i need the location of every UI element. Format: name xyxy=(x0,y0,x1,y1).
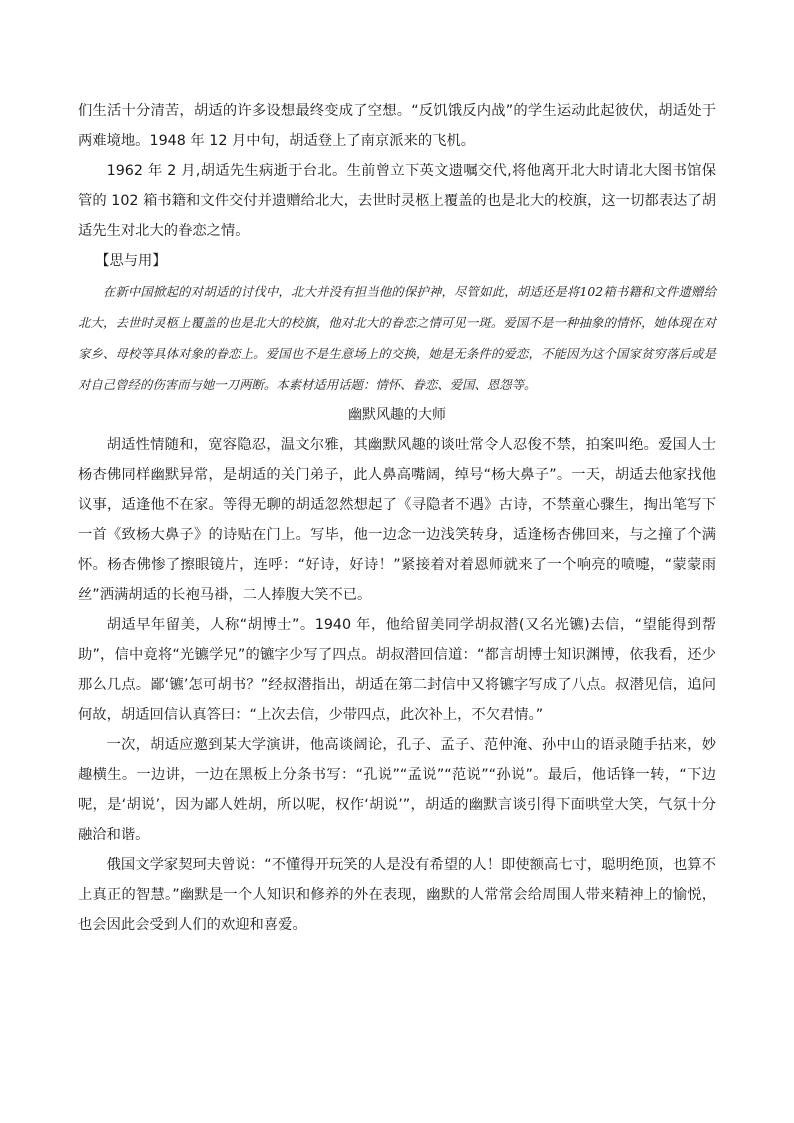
section-title: 幽默风趣的大师 xyxy=(348,407,446,423)
paragraph-humor-3: 一次，胡适应邀到某大学演讲，他高谈阔论，孔子、孟子、范仲淹、孙中山的语录随手拈来，妙趣横生。一边讲，一边在黑板上分条书写：“孔说”“孟说”“范说”“孙说”。最后，他话锋一转，“下边呢，是‘胡说’，因为鄙人姓胡，所以呢，权作‘胡说’”，胡适的幽默言谈引得下面哄堂大笑，气氛十分融洽和谐。 xyxy=(78,737,716,843)
reflection-note: 在新中国掀起的对胡适的讨伐中，北大并没有担当他的保护神，尽管如此，胡适还是将102箱书籍和文件遗赠给北大，去世时灵柩上覆盖的也是北大的校旗，他对北大的眷恋之情可见一斑。爱国不是一种抽象的情怀，她体现在对家乡、母校等具体对象的眷恋上。爱国也不是生意场上的交换，她是无条件的爱恋，不能因为这个国家贫穷落后或是对自己曾经的伤害而与她一刀两断。本素材适用话题：情怀、眷恋、爱国、恩怨等。 xyxy=(78,284,716,392)
paragraph-humor-4: 俄国文学家契珂夫曾说：“不懂得开玩笑的人是没有希望的人！即使额高七寸，聪明绝顶，也算不上真正的智慧。”幽默是一个人知识和修养的外在表现，幽默的人常常会给周围人带来精神上的愉悦，也会因此会受到人们的欢迎和喜爱。 xyxy=(78,857,716,933)
paragraph-death: 1962 年 2 月,胡适先生病逝于台北。生前曾立下英文遗嘱交代,将他离开北大时请北大图书馆保管的 102 箱书籍和文件交付并遗赠给北大，去世时灵柩上覆盖的也是北大的校旗，这一切都表达了胡适先生对北大的眷恋之情。 xyxy=(78,163,716,239)
sub-heading: 【思与用】 xyxy=(95,253,167,269)
paragraph-continued: 们生活十分清苦，胡适的许多设想最终变成了空想。“反饥饿反内战”的学生运动此起彼伏，胡适处于两难境地。1948 年 12 月中旬，胡适登上了南京派来的飞机。 xyxy=(78,103,716,149)
paragraph-humor-1: 胡适性情随和，宽容隐忍，温文尔雅，其幽默风趣的谈吐常令人忍俊不禁，拍案叫绝。爱国人士杨杏佛同样幽默异常，是胡适的关门弟子，此人鼻高嘴阔，绰号“杨大鼻子”。一天，胡适去他家找他议事，适逢他不在家。等得无聊的胡适忽然想起了《寻隐者不遇》古诗，不禁童心骤生，掏出笔写下一首《致杨大鼻子》的诗贴在门上。写毕，他一边念一边浅笑转身，适逢杨杏佛回来，与之撞了个满怀。杨杏佛惨了擦眼镜片，连呼：“好诗，好诗！”紧接着对着恩师就来了一个响亮的喷嚏，“蒙蒙雨丝”洒满胡适的长袍马褂，二人捧腹大笑不已。 xyxy=(78,437,716,603)
paragraph-humor-2: 胡适早年留美，人称“胡博士”。1940 年，他给留美同学胡叔潜(又名光镳)去信，“望能得到帮助”，信中竟将“光镳学兄”的镳字少写了四点。胡叔潜回信道：“都言胡博士知识渊博，依我看，还少那么几点。鄙‘镳’怎可胡书？”经叔潜指出，胡适在第二封信中又将镳字写成了八点。叔潜见信，追问何故，胡适回信认真答曰：“上次去信，少带四点，此次补上，不欠君情。” xyxy=(78,617,716,723)
